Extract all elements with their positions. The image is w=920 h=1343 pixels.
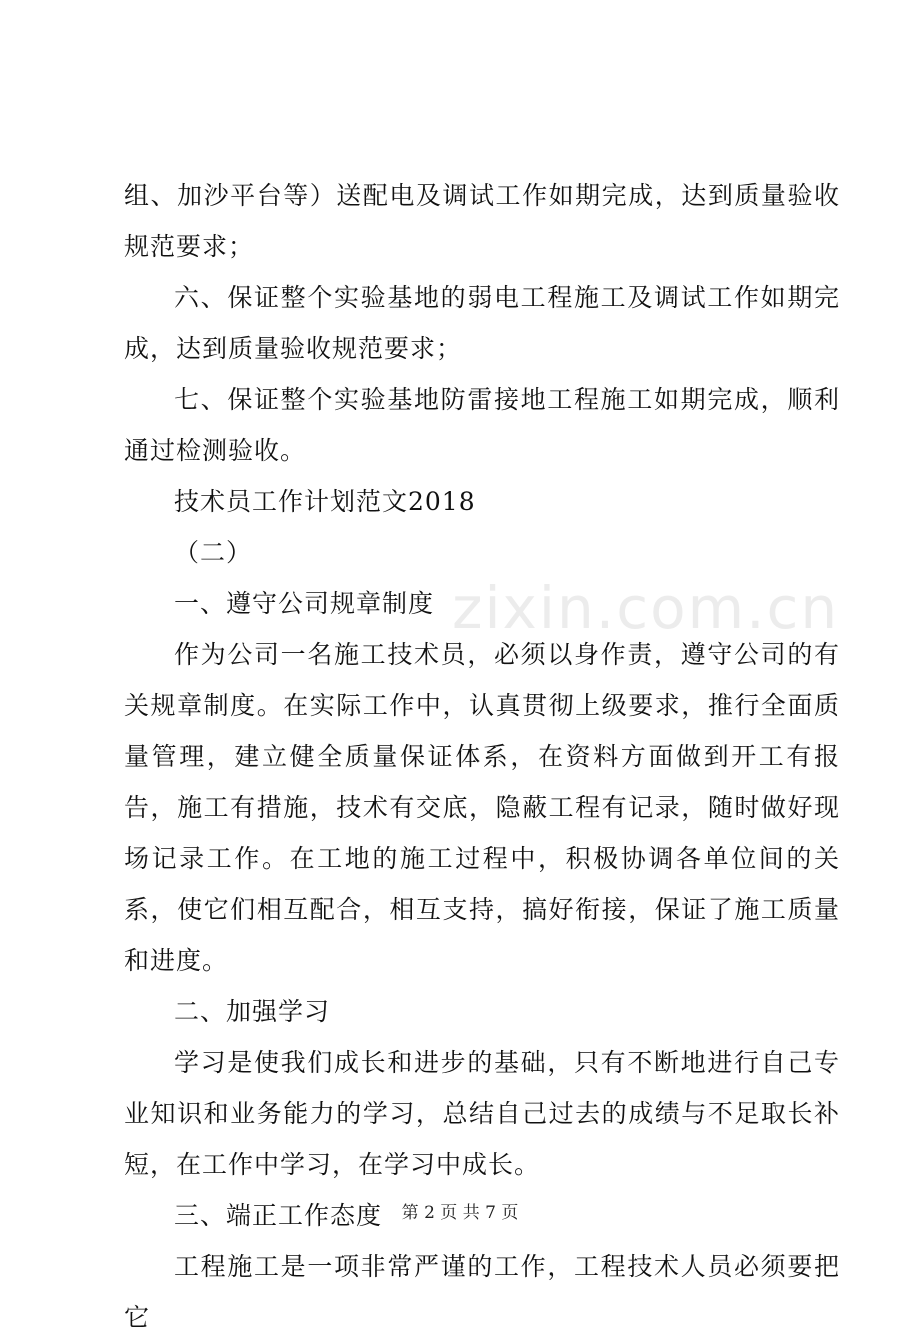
page-footer: 第 2 页 共 7 页 [401,1203,519,1223]
paragraph-attitude: 工程施工是一项非常严谨的工作，工程技术人员必须要把它 [124,1252,840,1332]
paragraph-study: 学习是使我们成长和进步的基础，只有不断地进行自己专业知识和业务能力的学习，总结自己过去的成绩与不足取长补短，在工作中学习，在学习中成长。 [124,1048,840,1179]
heading-two: 二、加强学习 [174,997,331,1026]
paragraph-continuation: 组、加沙平台等）送配电及调试工作如期完成，达到质量验收规范要求； [124,181,840,261]
section-number: （二） [174,538,253,567]
heading-one: 一、遵守公司规章制度 [174,589,435,618]
section-title: 技术员工作计划范文2018 [174,487,476,516]
document-body [124,170,840,1343]
watermark: zixin.com.cn [452,574,840,642]
heading-three: 三、端正工作态度 [174,1201,383,1230]
paragraph-item-seven: 七、保证整个实验基地防雷接地工程施工如期完成，顺利通过检测验收。 [124,385,840,465]
paragraph-rules: 作为公司一名施工技术员，必须以身作责，遵守公司的有关规章制度。在实际工作中，认真贯彻上级要求，推行全面质量管理，建立健全质量保证体系，在资料方面做到开工有报告，施工有措施，技术有交底，隐蔽工程有记录，随时做好现场记录工作。在工地的施工过程中，积极协调各单位间的关系，使它们相互配合，相互支持，搞好衔接，保证了施工质量和进度。 [124,640,840,975]
paragraph-item-six: 六、保证整个实验基地的弱电工程施工及调试工作如期完成，达到质量验收规范要求； [124,283,840,363]
